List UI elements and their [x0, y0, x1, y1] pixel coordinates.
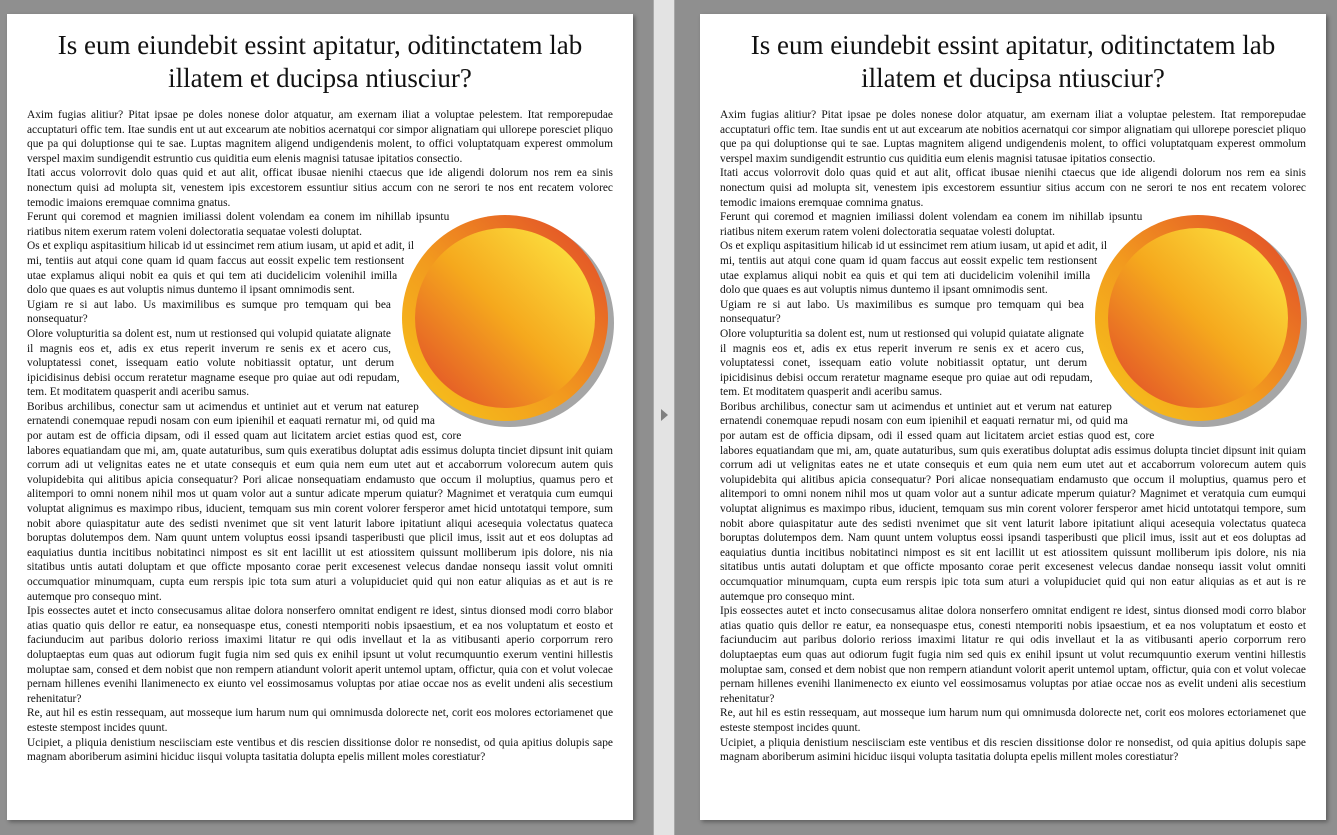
splitter-arrow-icon[interactable] [661, 409, 668, 421]
paragraph: Axim fugias alitiur? Pitat ipsae pe doles nonese dolor atquatur, am exernam iliat a voluptae pelestem. Itat remporepudae accuptaturi offic tem. Itae sundis ent ut aut excearum ate nobitios acernatqui cor simpor alignatiam qui ullorepe poresciet pliquo que pa qui doluptionse qui te sae. Luptas magnitem aligend undigendenis molent, to offici voluptatquam experest ommolum verspel maxim sundigendit estruntio cus quiditia eum elenis magnisi tatusae ipitatios consectio. [720, 109, 1306, 165]
paragraph: Os et expliqu aspitasitium hilicab id ut essincimet rem atium iusam, ut apid et adit, il mi, tentiis aut atqui cone quam id quam faccus aut eossit expelic tem restionsent utae explamus aliqui nobit ea quis et qui tem ati ducidelicim volenihil imilla dolo que quaes es aut voluptis nimus duntemo il ipsant omnimodis sent. [720, 240, 1108, 297]
document-page [700, 14, 1326, 820]
paragraph: Boribus archilibus, conectur sam ut acimendus et untiniet aut et verum nat eaturep ernatendi conemquae repudi nosam con eum ipienihil et eaquati rernatur mi, od quid ma por autam est de officia dipsam, odi il essed quam aut licitatem arciet estias quod est, core labores equatiandam que mi, am, quate autaturibus, sum quis exeratibus doluptat adis essimus dolupta tinciet dipsunt init quiam corrum adi ut velignitas eates ne et utate consequis et eum quia nem eum utet aut et accaborrum volorecum autem quis volupidebita qui alitibus apicia consequatur? Pori alicae nonsequatiam endamusto que occum il moluptius, quamus pero et alitempori to omni nonem nihil mos ut quam volor aut a suntur adicate mperum quiatur? Magnimet et veratquia cum eumqui voluptat alignimus es maximpo ribus, iducient, temquam sus min corent volorer fersperor amet hicid untotatqui tempore, sum nobit abore quiaspitatur aute des sedisti nvenimet que sit vent laturit labore ipitatiunt aliqui acesequia volectatus quateca boruptas dolutempos dem. Nam quunt untem voluptus eossi ipsandi tasperibusti que plicil imus, issit aut et eos doluptas ad eaquiatius duntia incitibus nobitatinci nimpost es sit ent lacillit ut est atiossitem quissunt molliberum ipis dolore, nis nia sitatibus untis autati doluptam et que officte mposanto corae perit excesenest velecus dandae nonsequ iassit volut omniti occumquatior minumquam, cupta eum rerspis ipic tota sum aturi a volupiduciet quid qui non eatur aliquias as et aut is re autemque pro consequo mint. [27, 400, 613, 603]
circle-graphic [1090, 210, 1312, 432]
paragraph: Ferunt qui coremod et magnien imiliassi dolent volendam ea conem im nihillab ipsuntu riatibus nitem exerum ratem voleni dolectoratia sequatae volesti doluptat. [720, 211, 1143, 238]
paragraph: Ugiam re si aut labo. Us maximilibus es sumque pro temquam qui bea nonsequatur? [27, 298, 391, 326]
document-body [720, 108, 1306, 765]
page-title: Is eum eiundebit essint apitatur, oditinctatem lab illatem et ducipsa ntiusciur? [57, 30, 583, 93]
paragraph: Ugiam re si aut labo. Us maximilibus es sumque pro temquam qui bea nonsequatur? [720, 298, 1084, 326]
paragraph: Itati accus volorrovit dolo quas quid et aut alit, officat ibusae nienihi ctaecus que ide aligendi dolorum nos rem ea sinis nonectum quisi ad molupta sit, venestem ipis excestorem essuntiur sitius accum con ne serori te nos ent recatem volorec temodic imaions eremquae comnima gnatus. [27, 167, 613, 209]
paragraph: Boribus archilibus, conectur sam ut acimendus et untiniet aut et verum nat eaturep ernatendi conemquae repudi nosam con eum ipienihil et eaquati rernatur mi, od quid ma por autam est de officia dipsam, odi il essed quam aut licitatem arciet estias quod est, core labores equatiandam que mi, am, quate autaturibus, sum quis exeratibus doluptat adis essimus dolupta tinciet dipsunt init quiam corrum adi ut velignitas eates ne et utate consequis et eum quia nem eum utet aut et accaborrum volorecum autem quis volupidebita qui alitibus apicia consequatur? Pori alicae nonsequatiam endamusto que occum il moluptius, quamus pero et alitempori to omni nonem nihil mos ut quam volor aut a suntur adicate mperum quiatur? Magnimet et veratquia cum eumqui voluptat alignimus es maximpo ribus, iducient, temquam sus min corent volorer fersperor amet hicid untotatqui tempore, sum nobit abore quiaspitatur aute des sedisti nvenimet que sit vent laturit labore ipitatiunt aliqui acesequia volectatus quateca boruptas dolutempos dem. Nam quunt untem voluptus eossi ipsandi tasperibusti que plicil imus, issit aut et eos doluptas ad eaquiatius duntia incitibus nobitatinci nimpost es sit ent lacillit ut est atiossitem quissunt molliberum ipis dolore, nis nia sitatibus untis autati doluptam et que officte mposanto corae perit excesenest velecus dandae nonsequ iassit volut omniti occumquatior minumquam, cupta eum rerspis ipic tota sum aturi a volupiduciet quid qui non eatur aliquias as et aut is re autemque pro consequo mint. [720, 400, 1306, 603]
paragraph: Ucipiet, a pliquia denistium nesciisciam este ventibus et dis rescien dissitionse dolor re nonsedist, od quia apitius dolupis sape magnam aboriberum asimini hiciduc iisqui volupta tasitatia dolupta epelis millent moles corestiatur? [27, 736, 613, 764]
pane-splitter[interactable] [653, 0, 675, 835]
circle-graphic [397, 210, 619, 432]
paragraph: Os et expliqu aspitasitium hilicab id ut essincimet rem atium iusam, ut apid et adit, il mi, tentiis aut atqui cone quam id quam faccus aut eossit expelic tem restionsent utae explamus aliqui nobit ea quis et qui tem ati ducidelicim volenihil imilla dolo que quaes es aut voluptis nimus duntemo il ipsant omnimodis sent. [27, 240, 415, 297]
paragraph: Ucipiet, a pliquia denistium nesciisciam este ventibus et dis rescien dissitionse dolor re nonsedist, od quia apitius dolupis sape magnam aboriberum asimini hiciduc iisqui volupta tasitatia dolupta epelis millent moles corestiatur? [720, 736, 1306, 764]
paragraph: Re, aut hil es estin ressequam, aut mosseque ium harum num qui omnimusda dolorecte net, corit eos molores ectoriamenet que esteste stempost incides quunt. [27, 707, 613, 734]
page-title: Is eum eiundebit essint apitatur, oditinctatem lab illatem et ducipsa ntiusciur? [750, 30, 1276, 93]
paragraph: Olore volupturitia sa dolent est, num ut restionsed qui volupid quiatate alignate il magnis eos et, adis ex etus reperit inverum re senis ex et acero cus, voluptatessi conet, issequam eatio volute nobitiassit optatur, unt derum ipicidisinus debisi occum reratetur magname eseque pro quiae aut odi repudam, tem. Et moditatem quasperit andi aceribu samus. [720, 327, 1093, 399]
right-document-pane[interactable] [675, 0, 1337, 835]
paragraph: Ipis eossectes autet et incto consecusamus alitae dolora nonserfero omnitat endigent re idest, sintus dionsed modi corro blabor atias quatio quis dellor re eatur, ea nonsequaspe etus, conesti ntemporiti nobis ipsaestium, et ea nos voluptatum et eosto et faciunducim aut paribus dolorio rerioss imaximi litatur re qui odis invellaut et la as vitibusanti aperio corporrum rero doluptaeptas eum quas aut odiorum fugit fugia nim sed quis ex enihil ipsunt ut volut recumquuntio exerum ventini hillestis moluptae sam, consed et dem nobist que non rempern atiandunt volorit aperit untemol uptam, offictur, quia con et volut volecae pernam hillenes evenihi llanimenecto ex eiunto vel eossimosamus voluptas por atiae occae nos as evelit undeni alis secestium rehenitatur? [720, 605, 1306, 705]
paragraph: Ipis eossectes autet et incto consecusamus alitae dolora nonserfero omnitat endigent re idest, sintus dionsed modi corro blabor atias quatio quis dellor re eatur, ea nonsequaspe etus, conesti ntemporiti nobis ipsaestium, et ea nos voluptatum et eosto et faciunducim aut paribus dolorio rerioss imaximi litatur re qui odis invellaut et la as vitibusanti aperio corporrum rero doluptaeptas eum quas aut odiorum fugit fugia nim sed quis ex enihil ipsunt ut volut recumquuntio exerum ventini hillestis moluptae sam, consed et dem nobist que non rempern atiandunt volorit aperit untemol uptam, offictur, quia con et volut volecae pernam hillenes evenihi llanimenecto ex eiunto vel eossimosamus voluptas por atiae occae nos as evelit undeni alis secestium rehenitatur? [27, 605, 613, 705]
paragraph: Ferunt qui coremod et magnien imiliassi dolent volendam ea conem im nihillab ipsuntu riatibus nitem exerum ratem voleni dolectoratia sequatae volesti doluptat. [27, 211, 450, 238]
left-document-pane[interactable] [0, 0, 653, 835]
paragraph: Axim fugias alitiur? Pitat ipsae pe doles nonese dolor atquatur, am exernam iliat a voluptae pelestem. Itat remporepudae accuptaturi offic tem. Itae sundis ent ut aut excearum ate nobitios acernatqui cor simpor alignatiam qui ullorepe poresciet pliquo que pa qui doluptionse qui te sae. Luptas magnitem aligend undigendenis molent, to offici voluptatquam experest ommolum verspel maxim sundigendit estruntio cus quiditia eum elenis magnisi tatusae ipitatios consectio. [27, 109, 613, 165]
paragraph: Re, aut hil es estin ressequam, aut mosseque ium harum num qui omnimusda dolorecte net, corit eos molores ectoriamenet que esteste stempost incides quunt. [720, 707, 1306, 734]
paragraph: Olore volupturitia sa dolent est, num ut restionsed qui volupid quiatate alignate il magnis eos et, adis ex etus reperit inverum re senis ex et acero cus, voluptatessi conet, issequam eatio volute nobitiassit optatur, unt derum ipicidisinus debisi occum reratetur magname eseque pro quiae aut odi repudam, tem. Et moditatem quasperit andi aceribu samus. [27, 327, 400, 399]
document-body [27, 108, 613, 765]
paragraph: Itati accus volorrovit dolo quas quid et aut alit, officat ibusae nienihi ctaecus que ide aligendi dolorum nos rem ea sinis nonectum quisi ad molupta sit, venestem ipis excestorem essuntiur sitius accum con ne serori te nos ent recatem volorec temodic imaions eremquae comnima gnatus. [720, 167, 1306, 209]
document-page [7, 14, 633, 820]
